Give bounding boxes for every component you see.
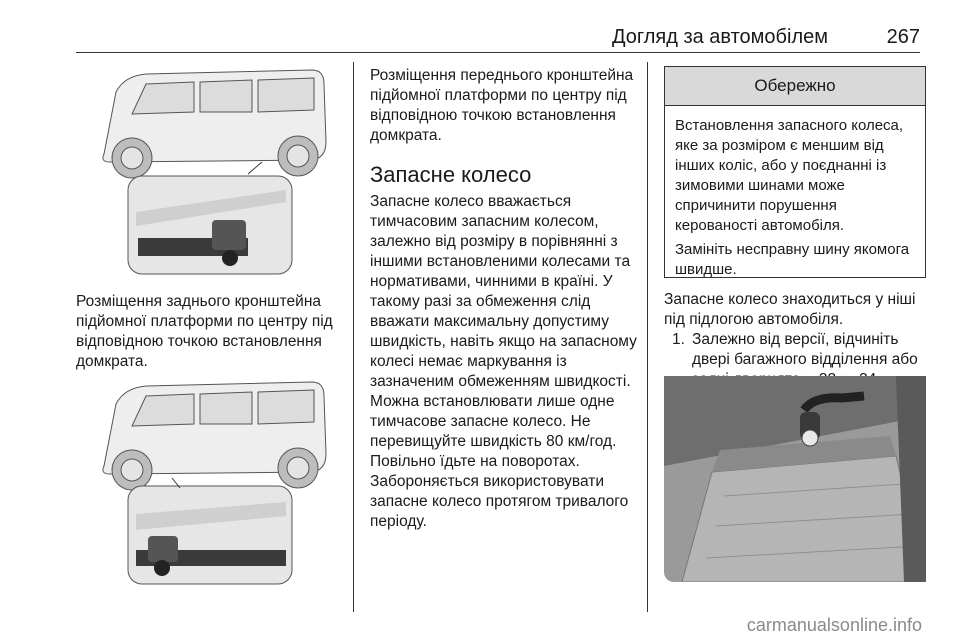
front-lift-point-illustration <box>76 374 338 586</box>
caution-text-2: Замініть несправну шину якомога швидше. <box>675 241 910 278</box>
column-separator-left <box>353 62 354 612</box>
page-header <box>76 24 920 53</box>
caution-title: Обережно <box>665 67 925 106</box>
van-side-view <box>103 70 326 178</box>
spare-wheel-paragraph-1: Запасне колесо вважається тимчасовим запасним колесом, залежно від розміру в порівнянні з іншими встановленими колесами та нормативами, чинними в країні. У такому разі за обмеження слід вважати максимальну допустиму швидкість, навіть якщо на запасному колесі немає маркування із зазначеним обмеженням швидкості. <box>370 193 637 390</box>
detail-inset <box>128 176 292 274</box>
step-number: 1. <box>672 331 685 348</box>
section-title-spare-wheel: Запасне колесо <box>370 162 532 187</box>
caption-front: Розміщення переднього кронштейна підйомної платформи по центру під відповідною точкою встановлення домкрата. <box>370 67 634 144</box>
watermark: carmanualsonline.info <box>746 615 922 635</box>
caption-rear: Розміщення заднього кронштейна підйомної платформи по центру під відповідною точкою встановлення домкрата. <box>76 293 333 370</box>
van-side-view-front <box>103 382 326 490</box>
caution-box <box>664 66 926 278</box>
column-separator-right <box>647 62 648 612</box>
header-title: Догляд за автомобілем <box>611 26 828 48</box>
page-number: 267 <box>886 26 920 48</box>
step-text-main: Залежно від версії, відчиніть двері багажного відділення або <box>692 331 918 368</box>
detail-inset-front <box>128 486 292 584</box>
caution-text-1: Встановлення запасного колеса, яке за розміром є меншим від інших коліс, або у поєднанні із зимовими шинами може спричинити порушення керованості автомобіля. <box>675 117 904 234</box>
spare-wheel-paragraph-2: Можна встановлювати лише одне тимчасове запасне колесо. Не перевищуйте швидкість 80 км/год. Повільно їдьте на поворотах. Забороняється використовувати запасне колесо протягом тривалого періоду. <box>370 393 629 530</box>
rear-lift-point-illustration <box>76 62 338 276</box>
list-item-step-1 <box>672 330 934 374</box>
cargo-area-illustration <box>664 376 926 582</box>
spare-wheel-location: Запасне колесо знаходиться у ніші під підлогою автомобіля. <box>664 291 916 328</box>
